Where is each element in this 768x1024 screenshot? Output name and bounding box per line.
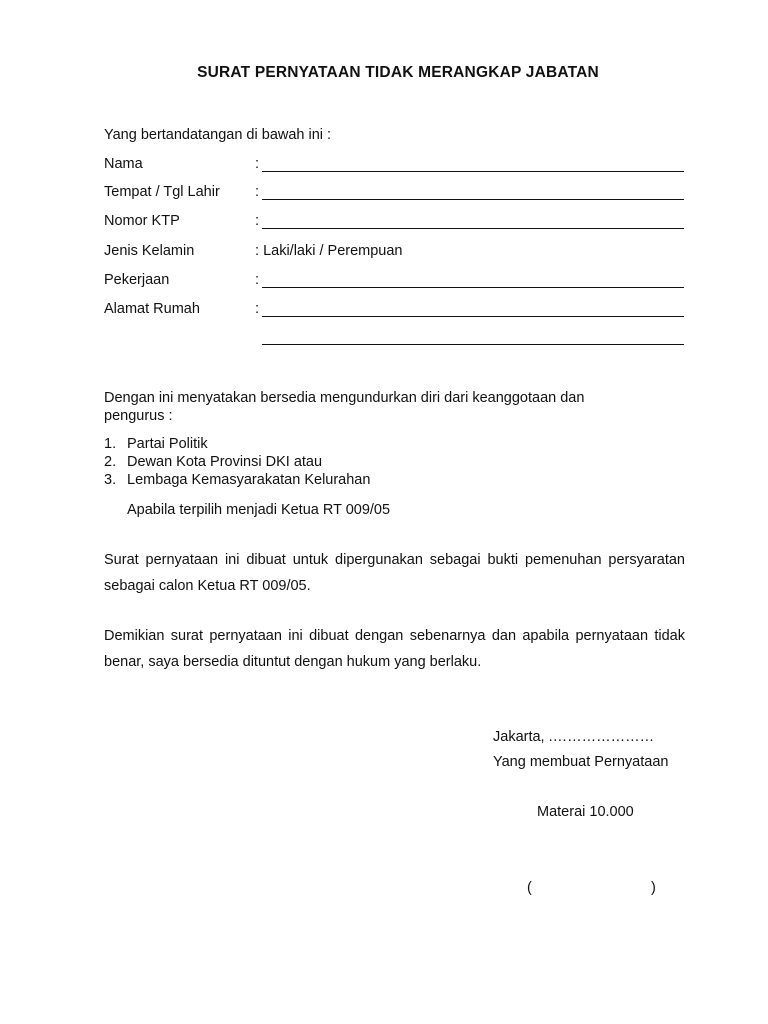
list-number: 3. xyxy=(104,472,117,488)
field-label-alamat-rumah: Alamat Rumah xyxy=(104,301,200,317)
stamp-label: Materai 10.000 xyxy=(537,804,634,820)
field-colon: : xyxy=(255,213,260,229)
name-bracket-close: ) xyxy=(651,880,656,896)
list-number: 1. xyxy=(104,436,117,452)
fill-line-alamat-rumah-2[interactable] xyxy=(262,344,684,345)
fill-line-nomor-ktp[interactable] xyxy=(262,228,684,229)
statement-text: Dengan ini menyatakan bersedia mengundurkan diri dari keanggotaan dan pengurus : xyxy=(104,390,585,424)
field-label-nama: Nama xyxy=(104,156,143,172)
gender-value xyxy=(255,243,403,259)
field-label-nomor-ktp: Nomor KTP xyxy=(104,213,180,229)
intro-text: Yang bertandatangan di bawah ini : xyxy=(104,127,332,143)
field-label-pekerjaan: Pekerjaan xyxy=(104,272,170,288)
document-title: SURAT PERNYATAAN TIDAK MERANGKAP JABATAN xyxy=(197,64,599,81)
field-colon: : xyxy=(255,301,260,317)
list-number: 2. xyxy=(104,454,117,470)
field-label-tempat-tgl-lahir: Tempat / Tgl Lahir xyxy=(104,184,220,200)
name-bracket-open: ( xyxy=(527,880,532,896)
fill-line-nama[interactable] xyxy=(262,171,684,172)
gender-options: Laki/laki / Perempuan xyxy=(263,243,403,259)
field-colon: : xyxy=(255,156,260,172)
fill-line-pekerjaan[interactable] xyxy=(262,287,684,288)
condition-text: Apabila terpilih menjadi Ketua RT 009/05 xyxy=(127,502,391,518)
signer-label: Yang membuat Pernyataan xyxy=(493,754,669,770)
fill-line-tempat-tgl-lahir[interactable] xyxy=(262,199,684,200)
field-colon: : xyxy=(255,272,260,288)
list-item-dewan-kota: Dewan Kota Provinsi DKI atau xyxy=(127,454,323,470)
fill-line-alamat-rumah[interactable] xyxy=(262,316,684,317)
field-colon: : xyxy=(255,243,260,259)
field-label-jenis-kelamin: Jenis Kelamin xyxy=(104,243,195,259)
list-item-partai-politik: Partai Politik xyxy=(127,436,208,452)
place-date: Jakarta, .………………… xyxy=(493,729,655,745)
list-item-lembaga: Lembaga Kemasyarakatan Kelurahan xyxy=(127,472,371,488)
field-colon: : xyxy=(255,184,260,200)
purpose-paragraph: Surat pernyataan ini dibuat untuk dipergunakan sebagai bukti pemenuhan persyaratan sebagai calon Ketua RT 009/05. xyxy=(104,552,685,594)
closing-paragraph: Demikian surat pernyataan ini dibuat dengan sebenarnya dan apabila pernyataan tidak benar, saya bersedia dituntut dengan hukum yang berlaku. xyxy=(104,628,685,670)
